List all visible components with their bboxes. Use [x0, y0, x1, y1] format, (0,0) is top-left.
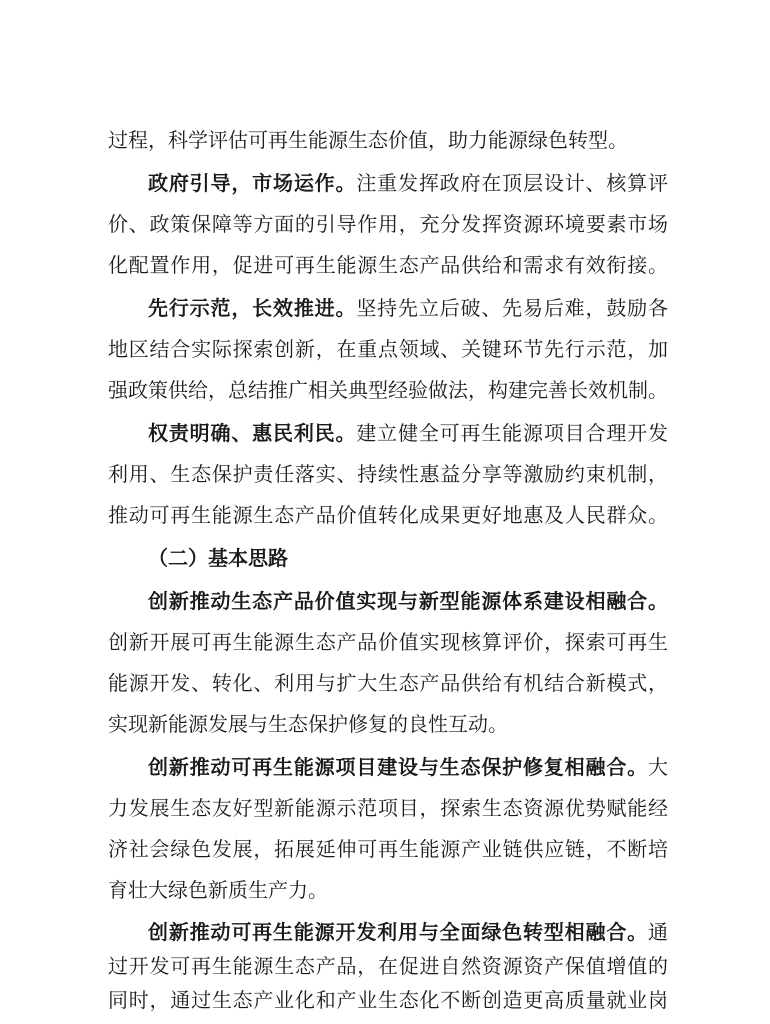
paragraph-line: 过程，科学评估可再生能源生态价值，助力能源绿色转型。	[108, 128, 628, 152]
paragraph-line: 强政策供给，总结推广相关典型经验做法，构建完善长效机制。	[108, 378, 668, 402]
paragraph-title: 政府引导，市场运作。	[148, 171, 357, 195]
paragraph-text: 注重发挥政府在顶层设计、核算评	[356, 171, 669, 195]
paragraph-first-line	[148, 170, 668, 196]
paragraph-line: 价、政策保障等方面的引导作用，充分发挥资源环境要素市场	[108, 212, 668, 236]
paragraph-line: 利用、生态保护责任落实、持续性惠益分享等激励约束机制，	[108, 462, 668, 486]
paragraph-line: 创新开展可再生能源生态产品价值实现核算评价，探索可再生	[108, 630, 668, 654]
paragraph-first-line	[148, 420, 668, 446]
paragraph-line: 实现新能源发展与生态保护修复的良性互动。	[108, 712, 508, 736]
paragraph-line: 推动可再生能源生态产品价值转化成果更好地惠及人民群众。	[108, 503, 668, 527]
section-heading: （二）基本思路	[148, 546, 288, 570]
paragraph-title: 权责明确、惠民利民。	[148, 421, 357, 445]
paragraph-line: 力发展生态友好型新能源示范项目，探索生态资源优势赋能经	[108, 796, 668, 820]
paragraph-text: 坚持先立后破、先易后难，鼓励各	[356, 296, 669, 320]
paragraph-first-line	[148, 754, 668, 780]
paragraph-line: 过开发可再生能源生态产品，在促进自然资源资产保值增值的	[108, 954, 668, 978]
paragraph-line: 同时，通过生态产业化和产业生态化不断创造更高质量就业岗	[108, 988, 668, 1012]
paragraph-line: 能源开发、转化、利用与扩大生态产品供给有机结合新模式，	[108, 671, 668, 695]
paragraph-text: 建立健全可再生能源项目合理开发	[356, 421, 669, 445]
paragraph-text: 通	[648, 920, 668, 944]
paragraph-line: 济社会绿色发展，拓展延伸可再生能源产业链供应链，不断培	[108, 837, 668, 861]
paragraph-first-line	[148, 919, 668, 945]
paragraph-line: 育壮大绿色新质生产力。	[108, 878, 328, 902]
paragraph-title: 先行示范，长效推进。	[148, 296, 357, 320]
paragraph-text: 大	[648, 755, 668, 779]
paragraph-line: 地区结合实际探索创新，在重点领域、关键环节先行示范，加	[108, 337, 668, 361]
paragraph-title: 创新推动可再生能源开发利用与全面绿色转型相融合。	[148, 920, 648, 944]
paragraph-line: 化配置作用，促进可再生能源生态产品供给和需求有效衔接。	[108, 253, 668, 277]
paragraph-title: 创新推动可再生能源项目建设与生态保护修复相融合。	[148, 755, 648, 779]
paragraph-title: 创新推动生态产品价值实现与新型能源体系建设相融合。	[148, 589, 668, 613]
paragraph-first-line	[148, 295, 668, 321]
